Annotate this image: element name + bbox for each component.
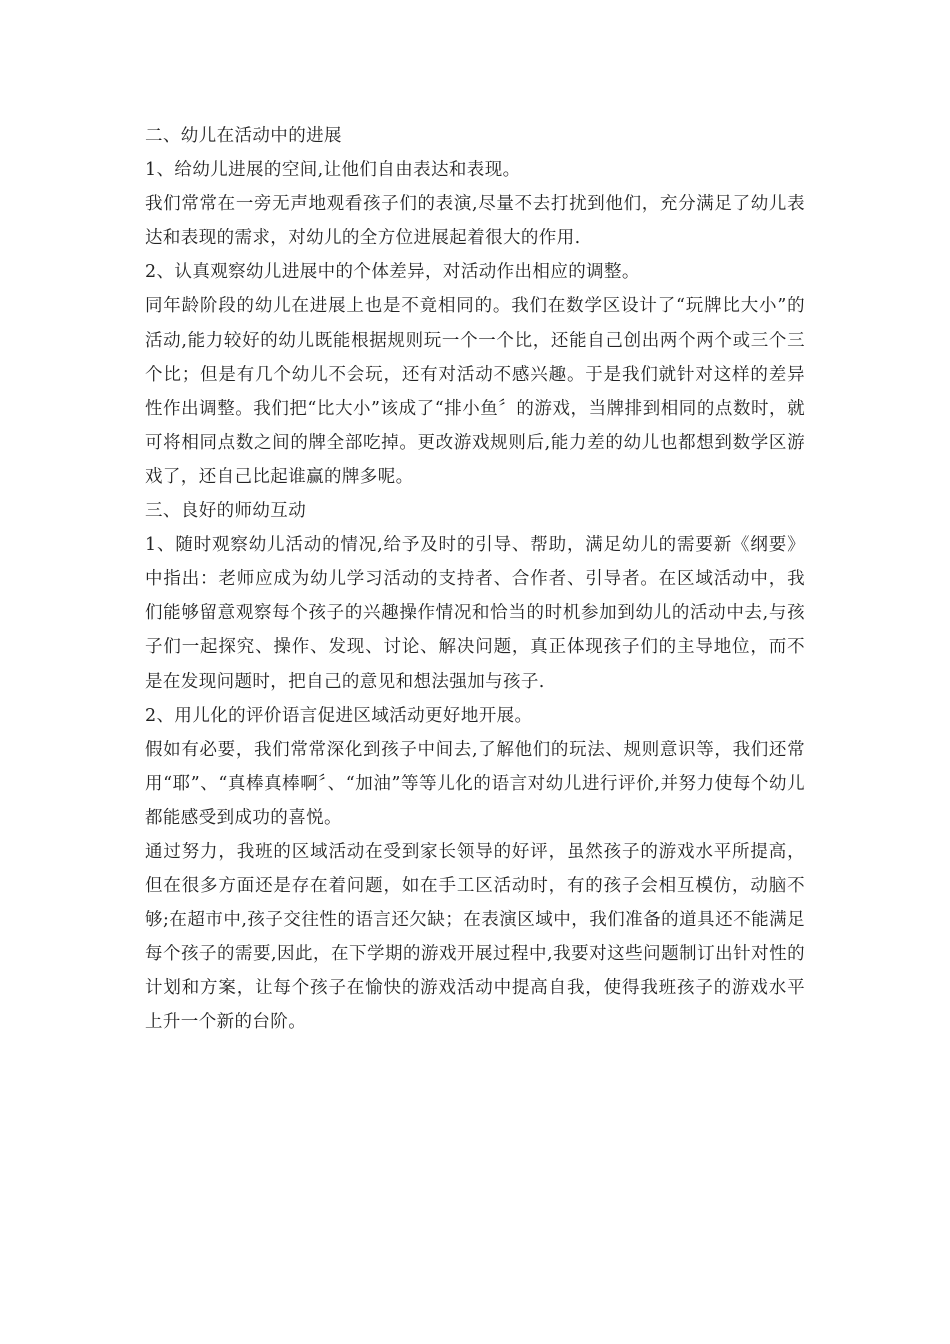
body-paragraph: 同年龄阶段的幼儿在进展上也是不竟相同的。我们在数学区设计了“玩牌比大小”的活动,能力较好的幼儿既能根据规则玩一个一个比，还能自己创出两个两个或三个三个比；但是有几个幼儿不会玩，还有对活动不感兴趣。于是我们就针对这样的差异性作出调整。我们把“比大小”该成了“排小鱼〞的游戏，当牌排到相同的点数时，就可将相同点数之间的牌全部吃掉。更改游戏规则后,能力差的幼儿也都想到数学区游戏了，还自己比起谁赢的牌多呢。: [145, 296, 805, 487]
subheading-space-for-expression: 1、给幼儿进展的空间,让他们自由表达和表现。: [145, 160, 521, 181]
subheading-evaluation-language: 2、用儿化的评价语言促进区域活动更好地开展。: [145, 705, 533, 726]
section-heading-interaction: 三、良好的师幼互动: [145, 501, 307, 522]
subheading-observe-differences: 2、认真观察幼儿进展中的个体差异，对活动作出相应的调整。: [145, 262, 640, 283]
body-paragraph: 我们常常在一旁无声地观看孩子们的表演,尽量不去打扰到他们，充分满足了幼儿表达和表现的需求，对幼儿的全方位进展起着很大的作用.: [145, 194, 805, 249]
section-heading-progress: 二、幼儿在活动中的进展: [145, 126, 342, 146]
body-paragraph: 1、随时观察幼儿活动的情况,给予及时的引导、帮助，满足幼儿的需要新《纲要》中指出：老师应成为幼儿学习活动的支持者、合作者、引导者。在区域活动中，我们能够留意观察每个孩子的兴趣操作情况和恰当的时机参加到幼儿的活动中去,与孩子们一起探究、操作、发现、讨论、解决问题，真正体现孩子们的主导地位，而不是在发现问题时，把自己的意见和想法强加与孩子.: [145, 535, 805, 692]
body-paragraph: 假如有必要，我们常常深化到孩子中间去,了解他们的玩法、规则意识等，我们还常用“耶”、“真棒真棒啊〞、“加油”等等儿化的语言对幼儿进行评价,并努力使每个幼儿都能感受到成功的喜悦。: [145, 739, 805, 828]
document-body: [145, 119, 805, 1040]
body-paragraph: 通过努力，我班的区域活动在受到家长领导的好评，虽然孩子的游戏水平所提高，但在很多方面还是存在着问题，如在手工区活动时，有的孩子会相互模仿，动脑不够;在超市中,孩子交往性的语言还欠缺；在表演区域中，我们准备的道具还不能满足每个孩子的需要,因此，在下学期的游戏开展过程中,我要对这些问题制订出针对性的计划和方案，让每个孩子在愉快的游戏活动中提高自我，使得我班孩子的游戏水平上升一个新的台阶。: [145, 841, 805, 1033]
